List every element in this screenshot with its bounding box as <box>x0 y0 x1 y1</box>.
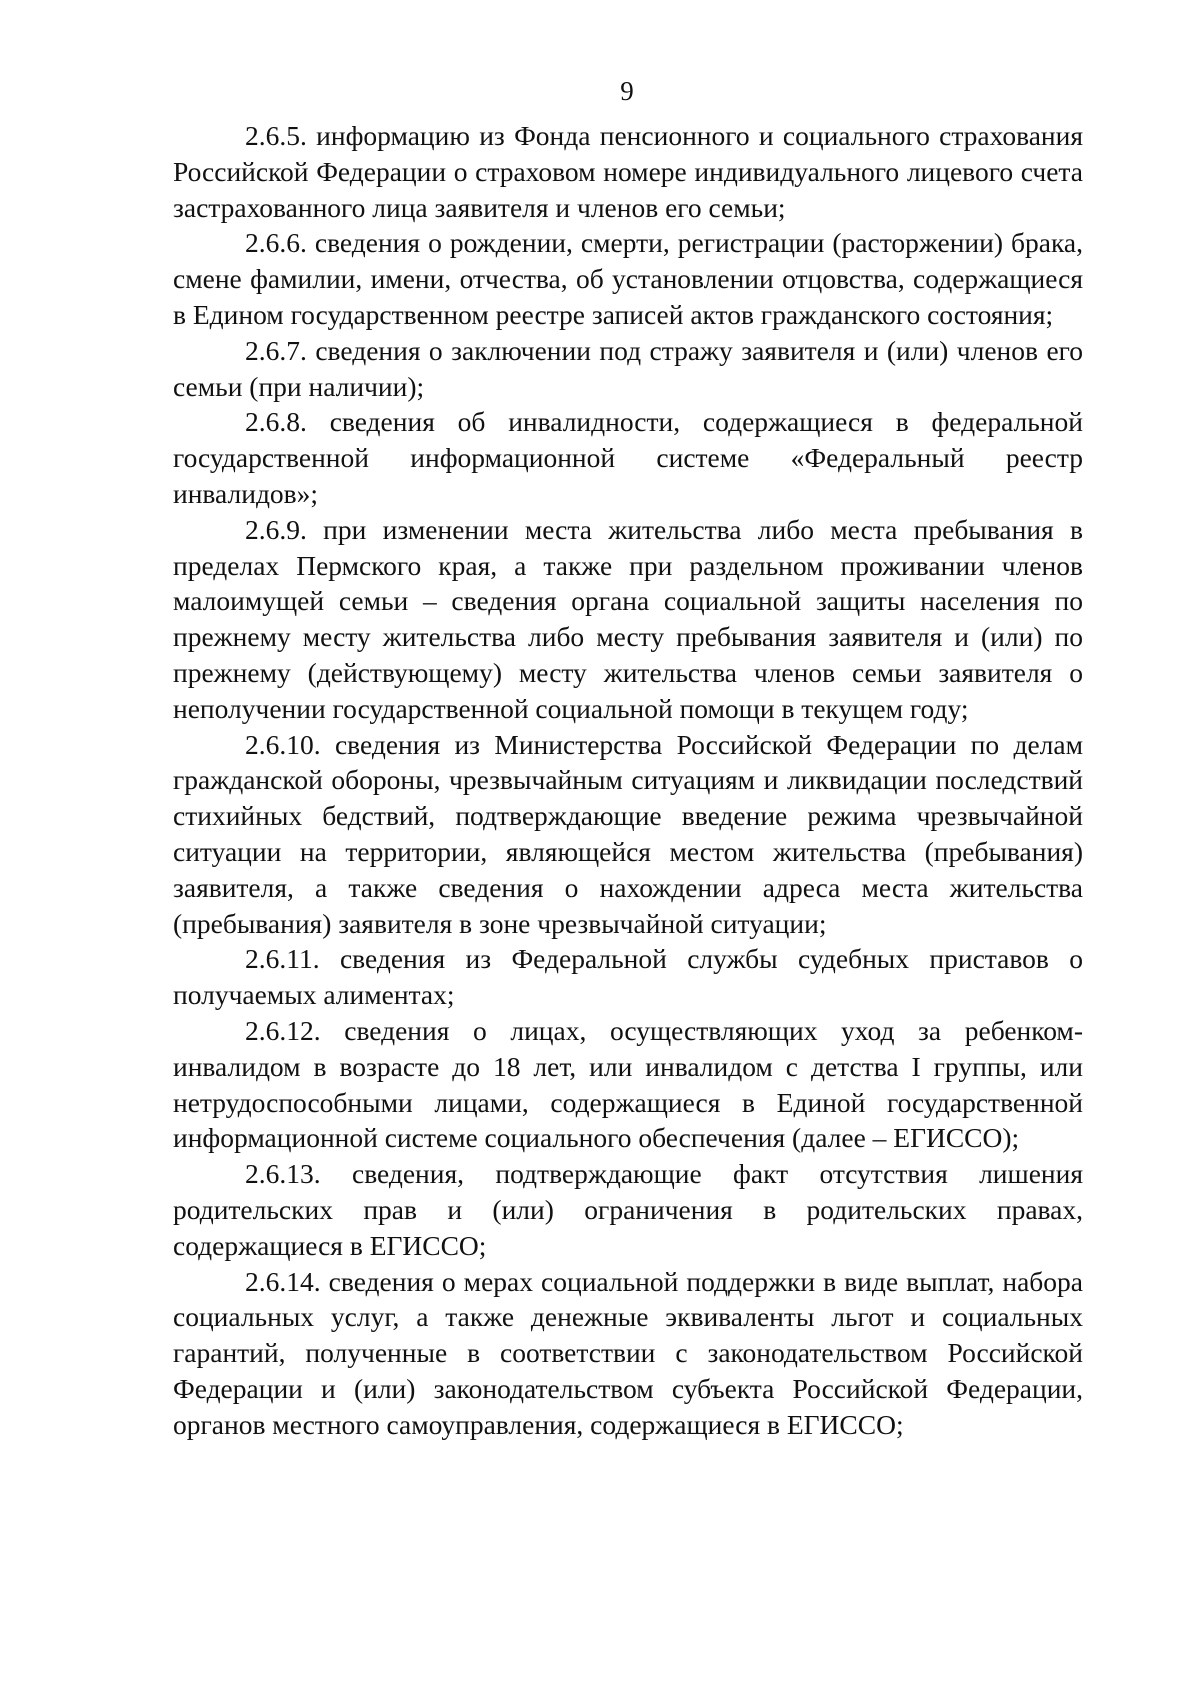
paragraph-2-6-10: 2.6.10. сведения из Министерства Российской Федерации по делам гражданской обороны, чрезвычайным ситуациям и ликвидации последствий стихийных бедствий, подтверждающие введение режима чрезвычайной ситуации на территории, являющейся местом жительства (пребывания) заявителя, а также сведения о нахождении адреса места жительства (пребывания) заявителя в зоне чрезвычайной ситуации; <box>173 728 1083 939</box>
paragraph-2-6-5: 2.6.5. информацию из Фонда пенсионного и социального страхования Российской Федерации о страховом номере индивидуального лицевого счета застрахованного лица заявителя и членов его семьи; <box>173 120 1083 223</box>
paragraph-2-6-8: 2.6.8. сведения об инвалидности, содержащиеся в федеральной государственной информационной системе «Федеральный реестр инвалидов»; <box>173 406 1083 509</box>
paragraph-2-6-6: 2.6.6. сведения о рождении, смерти, регистрации (расторжении) брака, смене фамилии, имени, отчества, об установлении отцовства, содержащиеся в Едином государственном реестре записей актов гражданского состояния; <box>173 227 1083 330</box>
paragraph-2-6-7: 2.6.7. сведения о заключении под стражу заявителя и (или) членов его семьи (при наличии); <box>173 334 1083 402</box>
paragraph-2-6-13: 2.6.13. сведения, подтверждающие факт отсутствия лишения родительских прав и (или) ограничения в родительских правах, содержащиеся в ЕГИССО; <box>173 1158 1083 1261</box>
paragraph-2-6-11: 2.6.11. сведения из Федеральной службы судебных приставов о получаемых алиментах; <box>173 943 1083 1011</box>
paragraph-2-6-12: 2.6.12. сведения о лицах, осуществляющих уход за ребенком-инвалидом в возрасте до 18 лет, или инвалидом с детства I группы, или нетрудоспособными лицами, содержащиеся в Единой государственной информационной системе социального обеспечения (далее – ЕГИССО); <box>173 1014 1083 1154</box>
paragraph-2-6-9: 2.6.9. при изменении места жительства либо места пребывания в пределах Пермского края, а также при раздельном проживании членов малоимущей семьи – сведения органа социальной защиты населения по прежнему месту жительства либо месту пребывания заявителя и (или) по прежнему (действующему) месту жительства членов семьи заявителя о неполучении государственной социальной помощи в текущем году; <box>173 513 1083 724</box>
document-body <box>173 118 1083 1442</box>
page-number: 9 <box>620 76 634 106</box>
paragraph-2-6-14: 2.6.14. сведения о мерах социальной поддержки в виде выплат, набора социальных услуг, а также денежные эквиваленты льгот и социальных гарантий, полученные в соответствии с законодательством Российской Федерации и (или) законодательством субъекта Российской Федерации, органов местного самоуправления, содержащиеся в ЕГИССО; <box>173 1265 1083 1440</box>
